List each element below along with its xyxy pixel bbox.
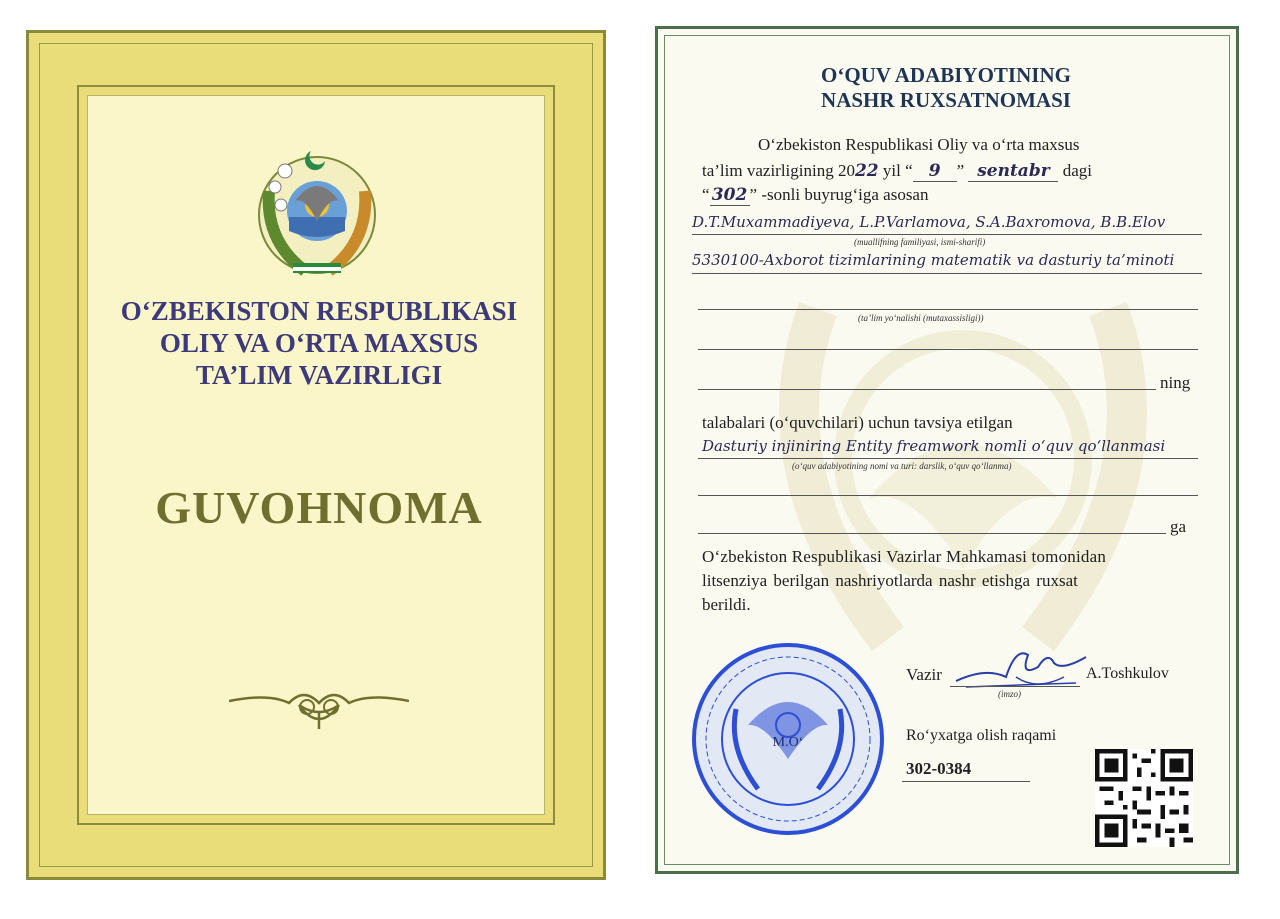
intro-line-2-prefix: ta’lim vazirligining 20 bbox=[702, 161, 855, 180]
book-caption: (o‘quv adabiyotining nomi va turi: darslik, o‘quv qo‘llanma) bbox=[792, 461, 1012, 471]
cover-heading: GUVOHNOMA bbox=[155, 482, 483, 533]
registration-rule bbox=[902, 781, 1030, 782]
permission-line-2: litsenziya berilgan nashriyotlarda nashr etishga ruxsat bbox=[702, 571, 1078, 590]
ning-rule bbox=[698, 389, 1156, 390]
authors-rule bbox=[692, 234, 1202, 235]
blank-rule-2 bbox=[698, 349, 1198, 350]
specialty-caption: (ta’lim yo‘nalishi (mutaxassisligi)) bbox=[858, 313, 984, 323]
blank-rule-1 bbox=[698, 309, 1198, 310]
order-quote-close: ” bbox=[749, 185, 758, 204]
permit-title bbox=[698, 63, 1194, 113]
intro-line-2 bbox=[702, 161, 1092, 182]
specialty-value: 5330100-Axborot tizimlarining matematik va dasturiy ta’minoti bbox=[692, 251, 1175, 269]
registration-label: Ro‘yxatga olish raqami bbox=[906, 727, 1057, 744]
publishing-permit bbox=[655, 26, 1239, 874]
month-value: sentabr bbox=[968, 161, 1058, 182]
intro-line-1: O‘zbekiston Respublikasi Oliy va o‘rta maxsus bbox=[758, 135, 1080, 154]
signature-rule bbox=[950, 686, 1080, 687]
specialty-rule bbox=[692, 273, 1202, 274]
day-value: 9 bbox=[913, 161, 957, 182]
official-seal-stamp bbox=[688, 639, 888, 839]
authors-caption: (muallifning familiyasi, ismi-sharifi) bbox=[854, 237, 986, 247]
blank-rule-3 bbox=[698, 495, 1198, 496]
day-quote-close: ” bbox=[956, 161, 965, 180]
ga-word: ga bbox=[1170, 517, 1187, 536]
ministry-title-line-2: OLIY VA O‘RTA MAXSUS bbox=[159, 328, 479, 358]
permit-title-line-2: NASHR RUXSATNOMASI bbox=[821, 88, 1071, 112]
seal-label: M.O‘ bbox=[772, 735, 804, 750]
vazir-label: Vazir bbox=[906, 665, 942, 684]
students-line: talabalari (o‘quvchilari) uchun tavsiya etilgan bbox=[702, 413, 1013, 432]
minister-name: A.Toshkulov bbox=[1086, 665, 1169, 682]
signature-icon bbox=[946, 637, 1096, 697]
order-suffix: -sonli buyrug‘iga asosan bbox=[761, 185, 929, 204]
order-number: 302 bbox=[710, 185, 750, 206]
state-emblem-icon bbox=[255, 131, 379, 289]
ga-rule bbox=[698, 533, 1166, 534]
registration-number: 302-0384 bbox=[906, 759, 972, 778]
permission-line-1: O‘zbekiston Respublikasi Vazirlar Mahkamasi tomonidan bbox=[702, 547, 1107, 566]
year-suffix: 22 bbox=[854, 161, 879, 181]
order-quote-open: “ bbox=[702, 185, 710, 204]
book-title-rule bbox=[698, 458, 1198, 459]
ministry-title-line-1: O‘ZBEKISTON RESPUBLIKASI bbox=[120, 296, 518, 326]
qr-code-icon bbox=[1095, 749, 1193, 847]
ministry-title-line-3: TA’LIM VAZIRLIGI bbox=[195, 360, 443, 390]
year-word: yil bbox=[882, 161, 901, 180]
authors-value: D.T.Muxammadiyeva, L.P.Varlamova, S.A.Baxromova, B.B.Elov bbox=[692, 213, 1166, 231]
permission-line-3: berildi. bbox=[702, 595, 751, 614]
certificate-cover bbox=[26, 30, 606, 880]
decorative-ornament-icon bbox=[229, 683, 409, 733]
dagi-word: dagi bbox=[1062, 161, 1092, 180]
permit-title-line-1: O‘QUV ADABIYOTINING bbox=[821, 63, 1071, 87]
book-title-value: Dasturiy injiniring Entity freamwork nomli o‘quv qo‘llanmasi bbox=[702, 437, 1166, 455]
signature-caption: (imzo) bbox=[998, 689, 1021, 699]
ministry-title bbox=[99, 295, 539, 391]
order-line bbox=[702, 185, 928, 206]
ning-word: ning bbox=[1160, 373, 1191, 392]
day-quote-open: “ bbox=[905, 161, 913, 180]
